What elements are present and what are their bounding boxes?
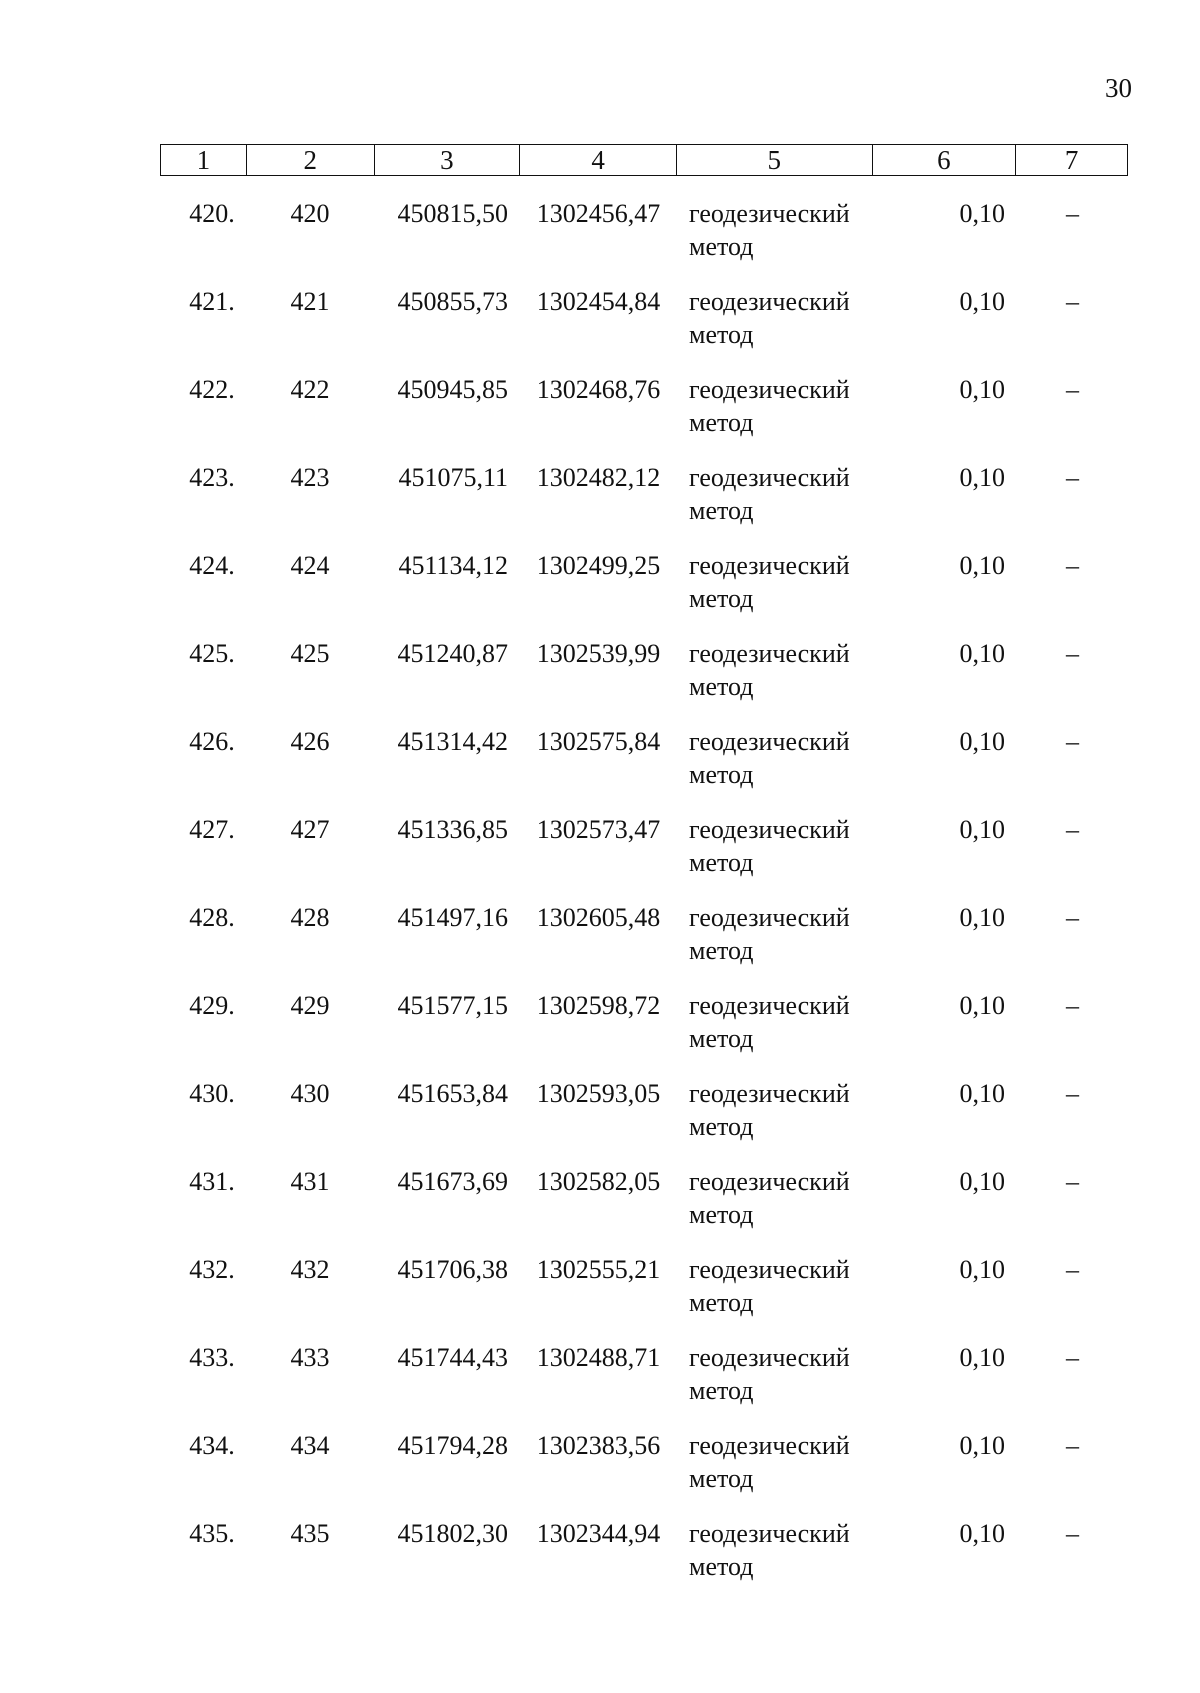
row-number-cell: 424. — [189, 551, 235, 580]
coordinate-x-cell: 451336,85 — [397, 815, 508, 844]
method-line-2: метод — [689, 584, 754, 613]
table-row — [160, 461, 1128, 549]
table-row — [160, 813, 1128, 901]
coordinate-y-cell: 1302383,56 — [536, 1431, 661, 1460]
coordinate-y-cell: 1302605,48 — [536, 903, 661, 932]
method-line-1: геодезический — [689, 815, 850, 844]
method-line-1: геодезический — [689, 1167, 850, 1196]
point-number-cell: 423 — [290, 463, 330, 492]
point-number-cell: 427 — [290, 815, 330, 844]
coordinate-x-cell: 451794,28 — [397, 1431, 508, 1460]
accuracy-cell: 0,10 — [959, 727, 1005, 756]
method-line-2: метод — [689, 232, 754, 261]
accuracy-cell: 0,10 — [959, 1431, 1005, 1460]
note-cell: – — [1066, 991, 1079, 1020]
coordinate-x-cell: 451134,12 — [398, 551, 508, 580]
coordinate-y-cell: 1302555,21 — [536, 1255, 661, 1284]
point-number-cell: 433 — [290, 1343, 330, 1372]
method-line-1: геодезический — [689, 551, 850, 580]
coordinate-x-cell: 451653,84 — [397, 1079, 508, 1108]
coordinate-y-cell: 1302582,05 — [536, 1167, 661, 1196]
method-cell — [677, 285, 873, 373]
header-cell-6: 6 — [873, 145, 1017, 175]
table-row — [160, 197, 1128, 285]
accuracy-cell: 0,10 — [959, 551, 1005, 580]
method-line-1: геодезический — [689, 463, 850, 492]
method-line-2: метод — [689, 320, 754, 349]
coordinate-y-cell: 1302488,71 — [536, 1343, 661, 1372]
table-row — [160, 1517, 1128, 1605]
table-row — [160, 725, 1128, 813]
accuracy-cell: 0,10 — [959, 287, 1005, 316]
point-number-cell: 435 — [290, 1519, 330, 1548]
method-line-1: геодезический — [689, 1519, 850, 1548]
point-number-cell: 431 — [290, 1167, 330, 1196]
method-cell — [677, 197, 873, 285]
coordinate-y-cell: 1302593,05 — [536, 1079, 661, 1108]
method-line-2: метод — [689, 936, 754, 965]
coordinate-y-cell: 1302573,47 — [536, 815, 661, 844]
note-cell: – — [1066, 199, 1079, 228]
coordinate-y-cell: 1302456,47 — [536, 199, 661, 228]
table-row — [160, 1253, 1128, 1341]
method-line-1: геодезический — [689, 991, 850, 1020]
method-line-1: геодезический — [689, 1431, 850, 1460]
accuracy-cell: 0,10 — [959, 1343, 1005, 1372]
method-cell — [677, 813, 873, 901]
coordinate-y-cell: 1302454,84 — [536, 287, 661, 316]
row-number-cell: 426. — [189, 727, 235, 756]
method-line-1: геодезический — [689, 1255, 850, 1284]
method-line-2: метод — [689, 1464, 754, 1493]
point-number-cell: 426 — [290, 727, 330, 756]
header-cell-7: 7 — [1064, 145, 1079, 175]
table-body — [160, 197, 1128, 1605]
note-cell: – — [1066, 1431, 1079, 1460]
note-cell: – — [1066, 287, 1079, 316]
method-cell — [677, 1341, 873, 1429]
row-number-cell: 430. — [189, 1079, 235, 1108]
row-number-cell: 427. — [189, 815, 235, 844]
note-cell: – — [1066, 1519, 1079, 1548]
row-number-cell: 433. — [189, 1343, 235, 1372]
method-line-1: геодезический — [689, 287, 850, 316]
table-row — [160, 373, 1128, 461]
note-cell: – — [1066, 551, 1079, 580]
point-number-cell: 420 — [290, 199, 330, 228]
method-line-2: метод — [689, 1552, 754, 1581]
coordinate-x-cell: 451577,15 — [397, 991, 508, 1020]
coordinate-x-cell: 451706,38 — [397, 1255, 508, 1284]
row-number-cell: 425. — [189, 639, 235, 668]
accuracy-cell: 0,10 — [959, 375, 1005, 404]
table-row — [160, 285, 1128, 373]
note-cell: – — [1066, 727, 1079, 756]
method-cell — [677, 549, 873, 637]
method-line-2: метод — [689, 1200, 754, 1229]
row-number-cell: 422. — [189, 375, 235, 404]
note-cell: – — [1066, 815, 1079, 844]
method-line-2: метод — [689, 1024, 754, 1053]
point-number-cell: 432 — [290, 1255, 330, 1284]
coordinate-x-cell: 451240,87 — [397, 639, 508, 668]
method-cell — [677, 1077, 873, 1165]
method-line-2: метод — [689, 408, 754, 437]
method-cell — [677, 373, 873, 461]
method-line-1: геодезический — [689, 1079, 850, 1108]
point-number-cell: 421 — [290, 287, 330, 316]
table-row — [160, 1165, 1128, 1253]
point-number-cell: 428 — [290, 903, 330, 932]
coordinate-x-cell: 451744,43 — [397, 1343, 508, 1372]
point-number-cell: 430 — [290, 1079, 330, 1108]
method-line-2: метод — [689, 848, 754, 877]
header-cell-3: 3 — [375, 145, 521, 175]
method-line-2: метод — [689, 1376, 754, 1405]
coordinate-x-cell: 451075,11 — [398, 463, 508, 492]
coordinate-x-cell: 451673,69 — [397, 1167, 508, 1196]
note-cell: – — [1066, 463, 1079, 492]
accuracy-cell: 0,10 — [959, 1167, 1005, 1196]
header-cell-4: 4 — [520, 145, 677, 175]
coordinate-y-cell: 1302499,25 — [536, 551, 661, 580]
table-header — [160, 144, 1128, 176]
note-cell: – — [1066, 1343, 1079, 1372]
coordinate-x-cell: 451802,30 — [397, 1519, 508, 1548]
table-row — [160, 549, 1128, 637]
accuracy-cell: 0,10 — [959, 991, 1005, 1020]
row-number-cell: 432. — [189, 1255, 235, 1284]
header-cell-5: 5 — [677, 145, 873, 175]
page-number: 30 — [1105, 73, 1132, 103]
method-line-2: метод — [689, 1288, 754, 1317]
row-number-cell: 421. — [189, 287, 235, 316]
note-cell: – — [1066, 639, 1079, 668]
table-row — [160, 989, 1128, 1077]
point-number-cell: 425 — [290, 639, 330, 668]
method-line-1: геодезический — [689, 199, 850, 228]
method-line-1: геодезический — [689, 639, 850, 668]
accuracy-cell: 0,10 — [959, 199, 1005, 228]
accuracy-cell: 0,10 — [959, 1519, 1005, 1548]
coordinate-y-cell: 1302468,76 — [536, 375, 661, 404]
coordinate-y-cell: 1302598,72 — [536, 991, 661, 1020]
row-number-cell: 434. — [189, 1431, 235, 1460]
note-cell: – — [1066, 1079, 1079, 1108]
note-cell: – — [1066, 375, 1079, 404]
method-line-1: геодезический — [689, 903, 850, 932]
coordinate-y-cell: 1302575,84 — [536, 727, 661, 756]
coordinate-x-cell: 451497,16 — [397, 903, 508, 932]
accuracy-cell: 0,10 — [959, 1079, 1005, 1108]
method-cell — [677, 1165, 873, 1253]
method-cell — [677, 1253, 873, 1341]
coordinate-y-cell: 1302344,94 — [536, 1519, 661, 1548]
table-row — [160, 1429, 1128, 1517]
accuracy-cell: 0,10 — [959, 639, 1005, 668]
method-line-2: метод — [689, 1112, 754, 1141]
method-cell — [677, 637, 873, 725]
table-row — [160, 901, 1128, 989]
note-cell: – — [1066, 1167, 1079, 1196]
method-cell — [677, 461, 873, 549]
point-number-cell: 429 — [290, 991, 330, 1020]
row-number-cell: 431. — [189, 1167, 235, 1196]
coordinate-x-cell: 451314,42 — [397, 727, 508, 756]
accuracy-cell: 0,10 — [959, 1255, 1005, 1284]
method-line-2: метод — [689, 496, 754, 525]
table-row — [160, 637, 1128, 725]
coordinate-x-cell: 450855,73 — [397, 287, 508, 316]
method-line-2: метод — [689, 672, 754, 701]
header-cell-2: 2 — [247, 145, 375, 175]
row-number-cell: 435. — [189, 1519, 235, 1548]
coordinate-y-cell: 1302482,12 — [536, 463, 661, 492]
point-number-cell: 424 — [290, 551, 330, 580]
coordinate-x-cell: 450815,50 — [397, 199, 508, 228]
method-cell — [677, 725, 873, 813]
table-row — [160, 1341, 1128, 1429]
accuracy-cell: 0,10 — [959, 815, 1005, 844]
method-line-1: геодезический — [689, 727, 850, 756]
method-cell — [677, 1429, 873, 1517]
row-number-cell: 428. — [189, 903, 235, 932]
method-line-1: геодезический — [689, 1343, 850, 1372]
note-cell: – — [1066, 903, 1079, 932]
method-line-1: геодезический — [689, 375, 850, 404]
note-cell: – — [1066, 1255, 1079, 1284]
row-number-cell: 429. — [189, 991, 235, 1020]
coordinate-x-cell: 450945,85 — [397, 375, 508, 404]
method-cell — [677, 989, 873, 1077]
header-cell-1: 1 — [161, 145, 247, 175]
row-number-cell: 420. — [189, 199, 235, 228]
point-number-cell: 422 — [290, 375, 330, 404]
coordinate-y-cell: 1302539,99 — [536, 639, 661, 668]
row-number-cell: 423. — [189, 463, 235, 492]
table-row — [160, 1077, 1128, 1165]
method-cell — [677, 1517, 873, 1605]
method-cell — [677, 901, 873, 989]
point-number-cell: 434 — [290, 1431, 330, 1460]
accuracy-cell: 0,10 — [959, 463, 1005, 492]
method-line-2: метод — [689, 760, 754, 789]
accuracy-cell: 0,10 — [959, 903, 1005, 932]
